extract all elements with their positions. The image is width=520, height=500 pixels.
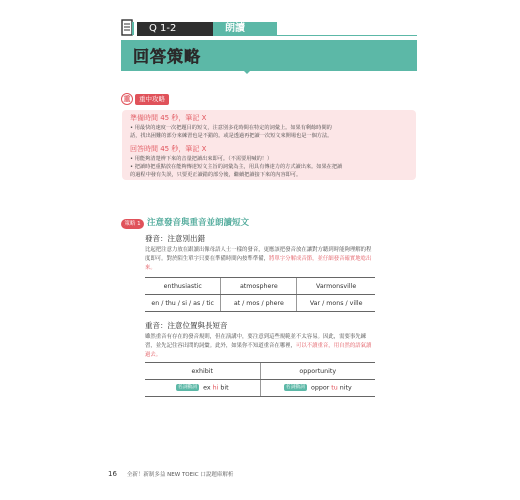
pronunciation-paragraph: 比起把注意力放在跟讀出像母語人士一樣的發音，更應該把發音放在讓對方聽到時能夠理解的程 (145, 247, 372, 253)
table-cell: exhibit (145, 363, 260, 380)
prep-line: • 用最快的速度一次把題目的短文，注意別多花時間在特定的詞彙上。如果有剩餘時間的 (130, 125, 332, 131)
section-title: 注意發音與重音並朗讀短文 (147, 218, 250, 228)
table-cell: Var / mons / ville (297, 295, 375, 312)
table-cell: Varmonsville (297, 278, 375, 295)
section-badge: 策略 1 (121, 219, 144, 229)
table-cell: en / thu / si / as / tic (145, 295, 221, 312)
part-of-speech-tag: 名詞動詞 (177, 385, 198, 391)
table-cell: enthusiastic (145, 278, 221, 295)
answer-line: 的過程中發有失誤，只要更正讀錯的部分後，繼續把讀接下來的內容即可。 (130, 172, 302, 178)
stressed-syllable: tu (331, 384, 338, 392)
prep-line: 話，找出困難的部分來練習也是不錯的。或是透過再把讀一次短文來開場也是一個方法。 (130, 133, 333, 139)
page-footer (108, 470, 233, 478)
stress-table (145, 362, 375, 397)
table-cell: 名詞動詞 ex hi bit (145, 380, 260, 397)
stress-paragraph: 習，並先記住容出問的詞彙。此外，如果你不知道重音在哪裡，可以不讀重音，用自然的語氣讀 (145, 343, 372, 349)
pronunciation-heading: 發音：注意別出錯 (145, 234, 205, 243)
table-cell: at / mos / phere (221, 295, 297, 312)
part-of-speech-tag: 名詞動詞 (285, 385, 305, 391)
title-banner (121, 40, 417, 71)
section-tab: 朗讀 (213, 22, 277, 36)
table-cell: atmosphere (221, 278, 297, 295)
question-tab: Q 1-2 (137, 22, 213, 36)
table-cell: opportunity (260, 363, 375, 380)
highlight-text: 可以不讀重音，用自然的語氣讀 (295, 343, 372, 349)
badge-icon: 重 (121, 93, 133, 105)
page-title: 回答策略 (133, 47, 202, 66)
table-cell: 名詞動詞 oppor tu nity (260, 380, 375, 397)
answer-heading: 回答時間 45 秒，筆記 X (130, 145, 207, 153)
pronunciation-paragraph: 度即可。對於陌生單字只要在準備時間內按準準備，將單字分解成音節，並仔細發音確實地唸出 (145, 256, 372, 262)
syllable-table (145, 277, 375, 312)
strategy-badge (121, 93, 181, 106)
answer-line: • 用能夠清楚辨下來的音量把讀出來即可。（不需要用喊的！） (130, 156, 273, 162)
chapter-header (121, 22, 417, 37)
stress-paragraph: 雖然重音有存在的發音規則，但在演講中，要注意到這些規範並不太容易。因此，需要事先練 (145, 334, 367, 340)
highlight-text: 將單字分解成音節，並仔細發音確實地唸出 (269, 256, 372, 262)
header-rule (277, 35, 417, 36)
highlight-text: 過去。 (145, 352, 162, 358)
prep-heading: 準備時間 45 秒，筆記 X (130, 114, 207, 122)
banner-pointer (241, 68, 253, 74)
highlight-text: 來。 (145, 265, 156, 271)
badge-label: 重中攻略 (135, 94, 169, 105)
stress-heading: 重音：注意位置與長短音 (145, 321, 228, 330)
footer-text: 全新！新制多益 NEW TOEIC 口說題庫解析 (126, 472, 234, 478)
stressed-syllable: hi (212, 384, 219, 392)
page-number: 16 (108, 470, 117, 478)
answer-line: • 把讀時把重點放在能夠傳達短文主旨的詞彙為主，用具有傳達力的方式讀出來。如果在把讀 (130, 164, 343, 170)
